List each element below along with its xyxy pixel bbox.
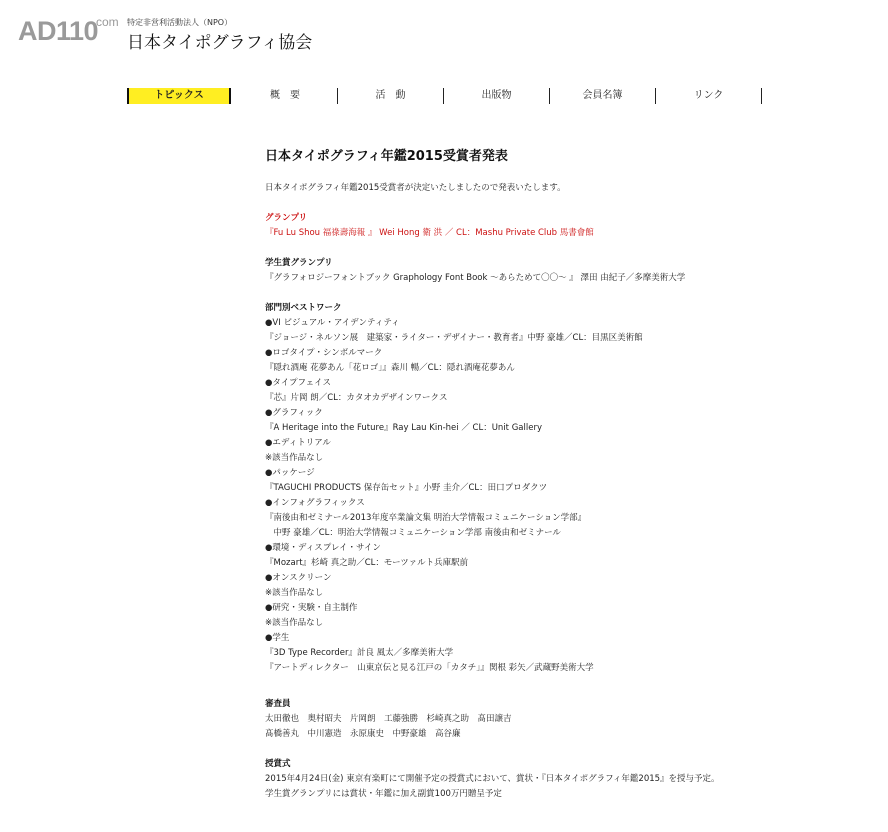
grand-prix-text: 『Fu Lu Shou 福祿壽海報 』 Wei Hong 衛 洪 ／ CL：Mashu Private Club 馬書會館: [265, 228, 594, 238]
nav-publications[interactable]: 出版物: [481, 90, 512, 101]
intro-text: 日本タイポグラフィ年鑑2015受賞者が決定いたしましたので発表いたします。: [265, 183, 566, 193]
site-logo[interactable]: [18, 14, 318, 54]
judges-heading: 審査員: [265, 699, 291, 709]
logo-npo-label: 特定非営利活動法人（NPO）: [127, 18, 233, 27]
student-grand-prix-text: 『グラフォロジーフォントブック Graphology Font Book 〜あらためて〇〇〜 』 澤田 由紀子／多摩美術大学: [265, 273, 686, 283]
judges-line: 髙橋善丸 中川憲造 永原康史 中野豪雄 高谷廉: [265, 729, 461, 739]
nav-overview[interactable]: 概 要: [270, 90, 300, 101]
best-work-line: ※該当作品なし: [265, 618, 324, 628]
best-work-line: 『ジョージ・ネルソン展 建築家・ライター・デザイナー・教育者』中野 豪雄／CL：目黒区美術館: [265, 333, 643, 343]
nav-topics[interactable]: トピックス: [127, 88, 231, 104]
best-work-line: 『隠れ酒庵 花夢あん「花ロゴ」』森川 暢／CL：隠れ酒庵花夢あん: [265, 363, 515, 373]
best-work-line: ※該当作品なし: [265, 453, 324, 463]
best-work-line: ●インフォグラフィックス: [265, 498, 365, 508]
ceremony-line: 2015年4月24日(金) 東京有楽町にて開催予定の授賞式において、賞状・『日本タイポグラフィ年鑑2015』を授与予定。: [265, 774, 720, 784]
best-work-line: ●グラフィック: [265, 408, 323, 418]
best-work-line: 『3D Type Recorder』計良 風太／多摩美術大学: [265, 648, 454, 658]
best-work-heading: 部門別ベストワーク: [265, 303, 342, 313]
student-grand-prix-heading: 学生賞グランプリ: [265, 258, 333, 268]
nav-links[interactable]: リンク: [693, 90, 724, 101]
ceremony-line: 学生賞グランプリには賞状・年鑑に加え副賞100万円贈呈予定: [265, 789, 502, 799]
nav-separator: [761, 88, 762, 104]
best-work-line: 『南後由和ゼミナール2013年度卒業論文集 明治大学情報コミュニケーション学部』: [265, 513, 587, 523]
best-work-line: ●ロゴタイプ・シンボルマーク: [265, 348, 383, 358]
best-work-line: ●学生: [265, 633, 290, 643]
best-work-line: ●環境・ディスプレイ・サイン: [265, 543, 381, 553]
logo-com: com: [96, 15, 119, 29]
best-work-line: ●タイプフェイス: [265, 378, 331, 388]
best-work-line: 『アートディレクター 山東京伝と見る江戸の「カタチ」』関根 彩矢／武蔵野美術大学: [265, 663, 594, 673]
ceremony-heading: 授賞式: [265, 759, 291, 769]
logo-org-name: 日本タイポグラフィ協会: [127, 33, 313, 53]
best-work-line: 『A Heritage into the Future』Ray Lau Kin-hei ／ CL：Unit Gallery: [265, 423, 542, 433]
best-work-line: ※該当作品なし: [265, 588, 324, 598]
main-nav: [127, 88, 767, 104]
best-work-line: 『TAGUCHI PRODUCTS 保存缶セット』小野 圭介／CL：田口プロダクツ: [265, 483, 548, 493]
best-work-line: 『Mozart』杉崎 真之助／CL：モーツァルト兵庫駅前: [265, 558, 469, 568]
best-work-line: ●パッケージ: [265, 468, 315, 478]
logo-ad110: AD110: [18, 16, 99, 46]
best-work-line: ●VI ビジュアル・アイデンティティ: [265, 318, 400, 328]
best-work-line: ●研究・実験・自主制作: [265, 603, 358, 613]
page-title: 日本タイポグラフィ年鑑2015受賞者発表: [265, 149, 508, 164]
best-work-line: ●オンスクリーン: [265, 573, 332, 583]
grand-prix-heading: グランプリ: [265, 213, 308, 223]
nav-members[interactable]: 会員名簿: [582, 90, 623, 101]
judges-line: 太田徹也 奥村昭夫 片岡朗 工藤強勝 杉崎真之助 髙田譲吉: [265, 714, 512, 724]
nav-activities[interactable]: 活 動: [375, 90, 406, 101]
best-work-line: 『芯』片岡 朗／CL：カタオカデザインワークス: [265, 393, 448, 403]
best-work-line: ●エディトリアル: [265, 438, 331, 448]
best-work-line: 中野 豪雄／CL：明治大学情報コミュニケーション学部 南後由和ゼミナール: [265, 528, 561, 538]
